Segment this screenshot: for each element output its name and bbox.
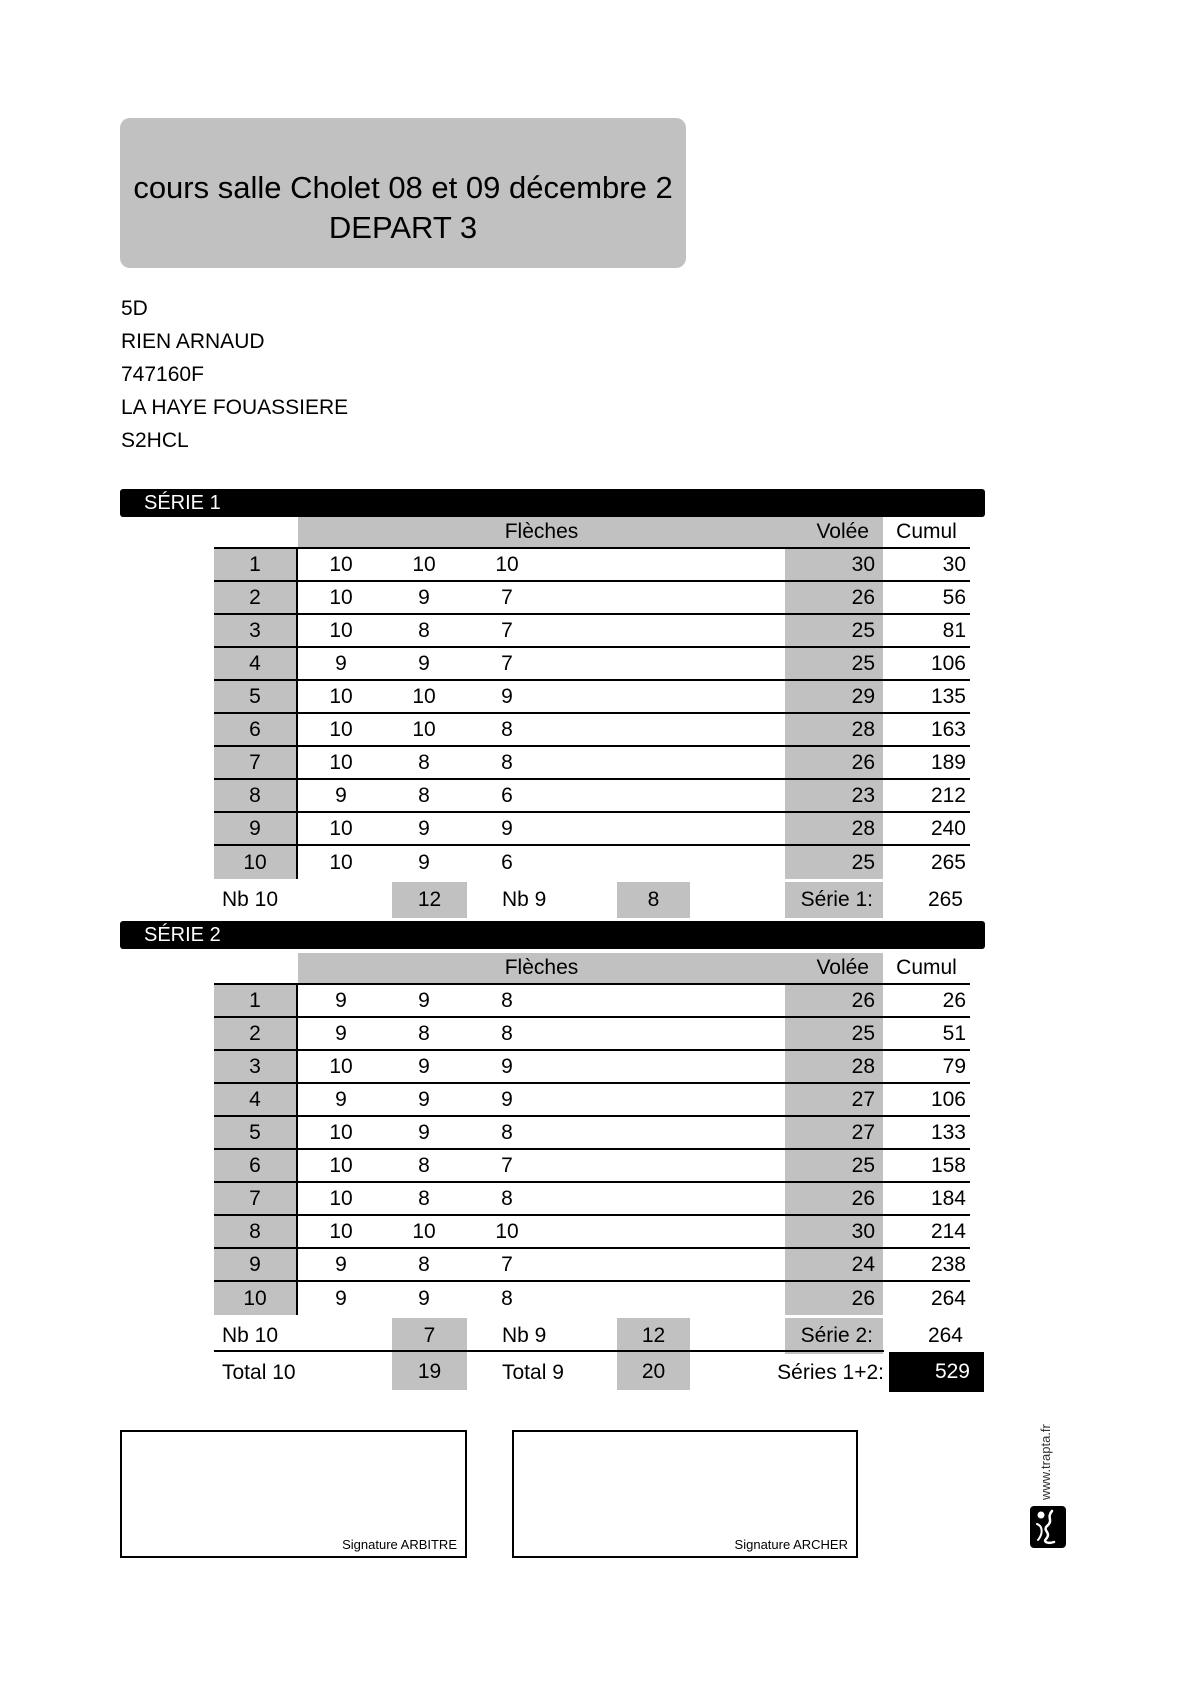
- cumul-cell: 238: [930, 1252, 966, 1276]
- volee-cell: 25: [785, 1150, 883, 1181]
- arrow-score-cell: 9: [335, 1286, 347, 1310]
- volee-cell: 23: [785, 780, 883, 811]
- volee-column-header: Volée: [785, 953, 883, 983]
- cumul-cell: 106: [930, 651, 966, 675]
- cumul-column-header: Cumul: [896, 956, 957, 979]
- series-1plus2-label: Séries 1+2:: [777, 1361, 884, 1384]
- row-number-cell: 2: [214, 582, 298, 613]
- row-number-cell: 10: [214, 1282, 298, 1315]
- row-number-cell: 5: [214, 681, 298, 712]
- arrow-score-cell: 8: [418, 1021, 430, 1045]
- cumul-cell: 81: [942, 618, 966, 642]
- volee-cell: 26: [785, 582, 883, 613]
- archer-signature-box: [512, 1430, 858, 1558]
- volee-cell: 27: [785, 1084, 883, 1115]
- cumul-cell: 163: [930, 717, 966, 741]
- cumul-cell: 135: [930, 684, 966, 708]
- category: S2HCL: [121, 429, 189, 452]
- serie2-total-value: 264: [927, 1324, 963, 1347]
- trapta-logo-icon: [1030, 1506, 1066, 1553]
- arrow-score-cell: 10: [412, 552, 436, 576]
- arrow-score-cell: 7: [501, 618, 513, 642]
- fleches-column-header: Flèches: [298, 953, 785, 983]
- row-number-cell: 9: [214, 813, 298, 844]
- arrow-score-cell: 8: [418, 1153, 430, 1177]
- arrow-score-cell: 10: [495, 1219, 519, 1243]
- row-number-cell: 8: [214, 780, 298, 811]
- serie1-header-bar: SÉRIE 1: [120, 489, 985, 517]
- volee-cell: 26: [785, 1282, 883, 1315]
- score-row: [214, 985, 970, 1018]
- archer-name: RIEN ARNAUD: [121, 330, 265, 353]
- cumul-cell: 51: [942, 1021, 966, 1045]
- cumul-cell: 133: [930, 1120, 966, 1144]
- score-row: [214, 1117, 970, 1150]
- cumul-column-header: Cumul: [896, 520, 957, 543]
- serie1-nb9-label: Nb 9: [502, 888, 547, 911]
- arrow-score-cell: 9: [418, 816, 430, 840]
- arrow-score-cell: 9: [418, 585, 430, 609]
- cumul-cell: 26: [942, 988, 966, 1012]
- volee-column-header: Volée: [785, 517, 883, 547]
- row-number-cell: 4: [214, 1084, 298, 1115]
- volee-cell: 24: [785, 1249, 883, 1280]
- depart-label: DEPART 3: [328, 210, 478, 245]
- row-number-cell: 3: [214, 1051, 298, 1082]
- arrow-score-cell: 10: [329, 717, 353, 741]
- score-row: [214, 615, 970, 648]
- arrow-score-cell: 10: [329, 850, 353, 874]
- arrow-score-cell: 6: [501, 783, 513, 807]
- arrow-score-cell: 10: [412, 1219, 436, 1243]
- row-number-cell: 1: [214, 549, 298, 580]
- arrow-score-cell: 7: [501, 585, 513, 609]
- arrow-score-cell: 10: [412, 717, 436, 741]
- arrow-score-cell: 7: [501, 651, 513, 675]
- volee-cell: 28: [785, 1051, 883, 1082]
- arrow-score-cell: 9: [418, 1286, 430, 1310]
- archer-info: [121, 292, 348, 457]
- serie1-table: [214, 517, 970, 879]
- score-row: [214, 846, 970, 879]
- cumul-cell: 79: [942, 1054, 966, 1078]
- arrow-score-cell: 10: [329, 552, 353, 576]
- score-row: [214, 780, 970, 813]
- arrow-score-cell: 9: [418, 1120, 430, 1144]
- arrow-score-cell: 10: [329, 1186, 353, 1210]
- serie1-total-value: 265: [927, 888, 963, 911]
- volee-cell: 25: [785, 615, 883, 646]
- serie1-table-header: [214, 517, 970, 549]
- total10-label: Total 10: [222, 1361, 296, 1384]
- serie2-table-header: [214, 953, 970, 985]
- score-row: [214, 1282, 970, 1315]
- score-row: [214, 1051, 970, 1084]
- cumul-cell: 158: [930, 1153, 966, 1177]
- serie1-nb10-value: 12: [392, 882, 467, 918]
- arrow-score-cell: 8: [418, 783, 430, 807]
- licence-number: 747160F: [121, 363, 204, 386]
- score-row: [214, 1216, 970, 1249]
- arrow-score-cell: 9: [335, 1087, 347, 1111]
- arrow-score-cell: 10: [329, 1219, 353, 1243]
- volee-cell: 25: [785, 846, 883, 879]
- arrow-score-cell: 8: [501, 1021, 513, 1045]
- arrow-score-cell: 9: [501, 816, 513, 840]
- arrow-score-cell: 9: [418, 1087, 430, 1111]
- arrow-score-cell: 8: [418, 1186, 430, 1210]
- arrow-score-cell: 10: [329, 684, 353, 708]
- row-number-cell: 6: [214, 1150, 298, 1181]
- volee-cell: 26: [785, 1183, 883, 1214]
- volee-cell: 29: [785, 681, 883, 712]
- arrow-score-cell: 9: [335, 1021, 347, 1045]
- row-number-cell: 4: [214, 648, 298, 679]
- serie2-nb10-value: 7: [392, 1318, 467, 1354]
- arrow-score-cell: 10: [329, 1120, 353, 1144]
- row-number-cell: 2: [214, 1018, 298, 1049]
- arrow-score-cell: 9: [335, 988, 347, 1012]
- score-row: [214, 582, 970, 615]
- cumul-cell: 56: [942, 585, 966, 609]
- arrow-score-cell: 10: [329, 618, 353, 642]
- cumul-cell: 184: [930, 1186, 966, 1210]
- serie1-total-label: Série 1:: [785, 882, 883, 918]
- volee-cell: 30: [785, 549, 883, 580]
- totals-divider-line: [214, 1350, 884, 1352]
- score-row: [214, 1150, 970, 1183]
- cumul-cell: 264: [930, 1286, 966, 1310]
- row-number-cell: 7: [214, 747, 298, 778]
- arrow-score-cell: 10: [495, 552, 519, 576]
- arrow-score-cell: 10: [329, 816, 353, 840]
- website-url: www.trapta.fr: [1038, 1424, 1053, 1500]
- volee-cell: 25: [785, 1018, 883, 1049]
- row-number-cell: 1: [214, 985, 298, 1016]
- volee-cell: 27: [785, 1117, 883, 1148]
- fleches-column-header: Flèches: [298, 517, 785, 547]
- competition-title: cours salle Cholet 08 et 09 décembre 2: [133, 170, 673, 205]
- arrow-score-cell: 8: [418, 1252, 430, 1276]
- arrow-score-cell: 10: [329, 1054, 353, 1078]
- row-number-cell: 3: [214, 615, 298, 646]
- club-name: LA HAYE FOUASSIERE: [121, 396, 349, 419]
- arrow-score-cell: 10: [329, 585, 353, 609]
- score-row: [214, 1084, 970, 1117]
- arrow-score-cell: 8: [418, 618, 430, 642]
- arrow-score-cell: 9: [418, 651, 430, 675]
- score-row: [214, 1018, 970, 1051]
- title-box: [120, 118, 686, 268]
- target-number: 5D: [121, 297, 148, 320]
- arrow-score-cell: 9: [418, 988, 430, 1012]
- grand-total-value: 529: [889, 1352, 984, 1392]
- total9-label: Total 9: [502, 1361, 564, 1384]
- row-number-cell: 10: [214, 846, 298, 879]
- arrow-score-cell: 7: [501, 1153, 513, 1177]
- cumul-cell: 30: [942, 552, 966, 576]
- arrow-score-cell: 9: [501, 684, 513, 708]
- row-number-cell: 5: [214, 1117, 298, 1148]
- row-number-cell: 6: [214, 714, 298, 745]
- score-row: [214, 549, 970, 582]
- arrow-score-cell: 9: [501, 1087, 513, 1111]
- volee-cell: 26: [785, 747, 883, 778]
- score-row: [214, 1183, 970, 1216]
- arrow-score-cell: 8: [501, 1186, 513, 1210]
- cumul-cell: 214: [930, 1219, 966, 1243]
- volee-cell: 28: [785, 714, 883, 745]
- arrow-score-cell: 9: [418, 1054, 430, 1078]
- referee-signature-box: [120, 1430, 467, 1558]
- score-row: [214, 681, 970, 714]
- arrow-score-cell: 9: [501, 1054, 513, 1078]
- row-number-cell: 8: [214, 1216, 298, 1247]
- cumul-cell: 265: [930, 850, 966, 874]
- serie2-header-bar: SÉRIE 2: [120, 921, 985, 949]
- cumul-cell: 212: [930, 783, 966, 807]
- cumul-cell: 240: [930, 816, 966, 840]
- arrow-score-cell: 7: [501, 1252, 513, 1276]
- serie2-nb10-label: Nb 10: [222, 1324, 279, 1347]
- arrow-score-cell: 8: [501, 1286, 513, 1310]
- volee-cell: 30: [785, 1216, 883, 1247]
- arrow-score-cell: 10: [329, 750, 353, 774]
- arrow-score-cell: 9: [335, 651, 347, 675]
- archer-signature-label: Signature ARCHER: [734, 1537, 848, 1552]
- score-row: [214, 747, 970, 780]
- volee-cell: 26: [785, 985, 883, 1016]
- total10-value: 19: [392, 1354, 467, 1390]
- serie2-nb9-label: Nb 9: [502, 1324, 547, 1347]
- arrow-score-cell: 10: [329, 1153, 353, 1177]
- cumul-cell: 106: [930, 1087, 966, 1111]
- arrow-score-cell: 8: [501, 988, 513, 1012]
- total9-value: 20: [617, 1354, 690, 1390]
- volee-cell: 28: [785, 813, 883, 844]
- arrow-score-cell: 8: [418, 750, 430, 774]
- arrow-score-cell: 8: [501, 717, 513, 741]
- row-number-cell: 7: [214, 1183, 298, 1214]
- serie2-total-label: Série 2:: [785, 1318, 883, 1354]
- serie2-table: [214, 953, 970, 1315]
- arrow-score-cell: 8: [501, 1120, 513, 1144]
- serie2-nb9-value: 12: [617, 1318, 690, 1354]
- cumul-cell: 189: [930, 750, 966, 774]
- arrow-score-cell: 9: [335, 1252, 347, 1276]
- row-number-cell: 9: [214, 1249, 298, 1280]
- score-row: [214, 648, 970, 681]
- serie1-nb10-label: Nb 10: [222, 888, 279, 911]
- volee-cell: 25: [785, 648, 883, 679]
- score-row: [214, 1249, 970, 1282]
- arrow-score-cell: 6: [501, 850, 513, 874]
- arrow-score-cell: 9: [418, 850, 430, 874]
- referee-signature-label: Signature ARBITRE: [342, 1537, 457, 1552]
- serie1-nb9-value: 8: [617, 882, 690, 918]
- arrow-score-cell: 9: [335, 783, 347, 807]
- arrow-score-cell: 8: [501, 750, 513, 774]
- score-row: [214, 813, 970, 846]
- score-row: [214, 714, 970, 747]
- arrow-score-cell: 10: [412, 684, 436, 708]
